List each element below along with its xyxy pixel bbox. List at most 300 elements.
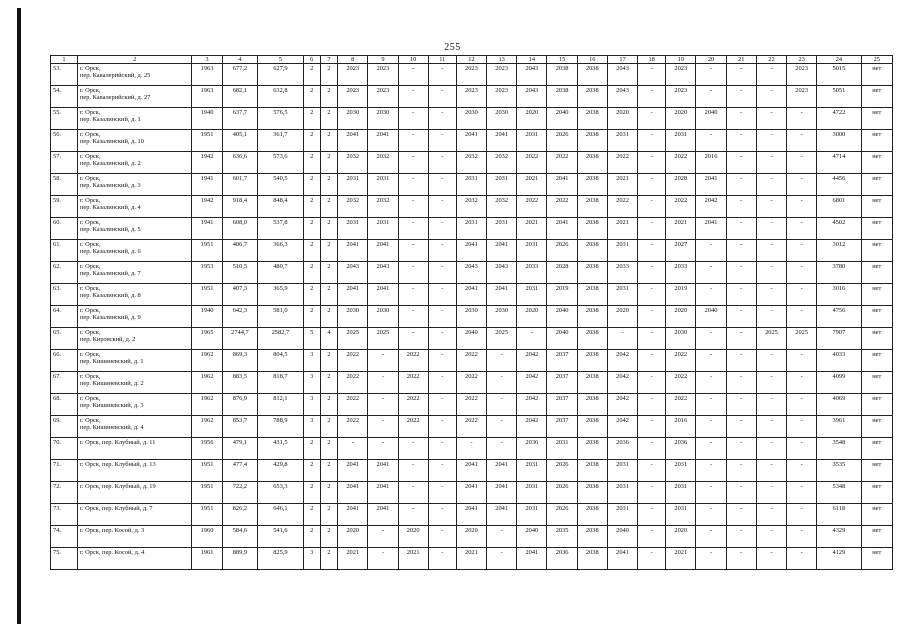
table-cell: 2031 — [456, 218, 486, 240]
table-cell: - — [638, 240, 666, 262]
table-cell: 2041 — [338, 284, 368, 306]
table-cell: 608,0 — [222, 218, 258, 240]
table-cell: - — [398, 504, 428, 526]
table-cell: 2031 — [547, 438, 577, 460]
table-cell: 2031 — [338, 174, 368, 196]
table-cell: 2020 — [517, 108, 547, 130]
address-cell: г. Орск, пер. Казалинский, д. 7 — [77, 262, 191, 284]
table-cell: 2038 — [577, 64, 607, 86]
table-cell: - — [487, 372, 517, 394]
table-cell: - — [787, 350, 817, 372]
table-cell: 2020 — [607, 108, 637, 130]
table-cell: 826,2 — [222, 504, 258, 526]
table-cell: 636,6 — [222, 152, 258, 174]
table-cell: 2 — [303, 174, 320, 196]
table-cell: 405,1 — [222, 130, 258, 152]
table-cell: 1951 — [192, 240, 222, 262]
table-cell: 637,7 — [222, 108, 258, 130]
table-cell: - — [756, 372, 786, 394]
table-cell: 2022 — [666, 152, 696, 174]
table-cell: 2032 — [487, 152, 517, 174]
table-cell: - — [756, 438, 786, 460]
table-cell: 2 — [303, 504, 320, 526]
table-cell: 2038 — [577, 262, 607, 284]
table-cell: нет — [861, 152, 892, 174]
table-cell: 2038 — [577, 130, 607, 152]
table-cell: - — [428, 306, 456, 328]
address-cell: г. Орск, пер. Казалинский, д. 3 — [77, 174, 191, 196]
table-cell: 2 — [303, 64, 320, 86]
table-cell: - — [756, 86, 786, 108]
table-cell: 2043 — [368, 262, 398, 284]
table-cell: 2022 — [338, 350, 368, 372]
table-cell: - — [696, 372, 726, 394]
table-cell: 2022 — [607, 196, 637, 218]
table-cell: - — [428, 218, 456, 240]
table-cell: - — [787, 108, 817, 130]
table-cell: 2042 — [517, 350, 547, 372]
table-cell: - — [696, 504, 726, 526]
column-number: 21 — [726, 56, 756, 64]
table-cell: 2031 — [517, 130, 547, 152]
table-cell: 2026 — [547, 240, 577, 262]
table-cell: 2020 — [666, 108, 696, 130]
table-cell: 584,6 — [222, 526, 258, 548]
table-cell: 2031 — [607, 284, 637, 306]
table-cell: 361,7 — [258, 130, 303, 152]
table-cell: нет — [861, 372, 892, 394]
table-cell: - — [428, 548, 456, 570]
table-cell: 2023 — [456, 86, 486, 108]
table-cell: 2 — [303, 262, 320, 284]
table-cell: 1941 — [192, 218, 222, 240]
table-cell: 2030 — [456, 108, 486, 130]
column-number: 13 — [487, 56, 517, 64]
table-cell: 2 — [320, 174, 337, 196]
column-number: 2 — [77, 56, 191, 64]
table-cell: - — [428, 174, 456, 196]
table-cell: 2 — [320, 196, 337, 218]
table-cell: 2022 — [547, 152, 577, 174]
table-cell: - — [398, 130, 428, 152]
table-cell: 2025 — [787, 328, 817, 350]
table-cell: 601,7 — [222, 174, 258, 196]
table-cell: 2031 — [517, 284, 547, 306]
table-cell: 2582,7 — [258, 328, 303, 350]
table-cell: 2031 — [607, 130, 637, 152]
table-cell: 3535 — [817, 460, 861, 482]
table-cell: 2038 — [577, 284, 607, 306]
row-number-cell: 74. — [51, 526, 78, 548]
table-cell: - — [787, 504, 817, 526]
table-cell: 5015 — [817, 64, 861, 86]
table-cell: - — [428, 64, 456, 86]
table-cell: нет — [861, 64, 892, 86]
table-cell: - — [638, 218, 666, 240]
table-cell: 2 — [320, 504, 337, 526]
table-cell: 2020 — [666, 526, 696, 548]
table-cell: 2031 — [517, 460, 547, 482]
address-cell: г. Орск, пер. Казалинский, д. 6 — [77, 240, 191, 262]
table-cell: 2 — [303, 482, 320, 504]
table-cell: 2038 — [577, 174, 607, 196]
table-cell: - — [726, 460, 756, 482]
table-cell: 2030 — [338, 108, 368, 130]
table-cell: 2033 — [517, 262, 547, 284]
table-cell: 5 — [303, 328, 320, 350]
column-number: 23 — [787, 56, 817, 64]
table-cell: 2032 — [368, 152, 398, 174]
table-cell: - — [756, 284, 786, 306]
address-cell: г. Орск, пер. Казалинский, д. 9 — [77, 306, 191, 328]
column-number: 1 — [51, 56, 78, 64]
table-cell: - — [787, 438, 817, 460]
table-cell: - — [787, 306, 817, 328]
page-number: 255 — [444, 42, 461, 53]
table-cell: - — [487, 394, 517, 416]
table-cell: 3 — [303, 372, 320, 394]
table-cell: 2 — [320, 284, 337, 306]
column-number: 17 — [607, 56, 637, 64]
table-cell: - — [726, 394, 756, 416]
table-cell: 642,3 — [222, 306, 258, 328]
table-cell: 2043 — [456, 262, 486, 284]
table-cell: 653,3 — [258, 482, 303, 504]
table-cell: - — [368, 438, 398, 460]
table-cell: 2032 — [456, 196, 486, 218]
column-number: 8 — [338, 56, 368, 64]
row-number-cell: 73. — [51, 504, 78, 526]
address-cell: г. Орск, пер. Косой, д. 4 — [77, 548, 191, 570]
table-cell: 2031 — [338, 218, 368, 240]
table-cell: 2041 — [547, 174, 577, 196]
table-cell: - — [787, 526, 817, 548]
table-cell: 2037 — [547, 416, 577, 438]
table-cell: - — [638, 86, 666, 108]
table-cell: 2042 — [607, 416, 637, 438]
table-cell: 1963 — [192, 86, 222, 108]
table-cell: - — [756, 482, 786, 504]
table-cell: 2021 — [338, 548, 368, 570]
table-cell: 2031 — [368, 174, 398, 196]
table-cell: 4502 — [817, 218, 861, 240]
column-number: 10 — [398, 56, 428, 64]
table-cell: 2041 — [338, 504, 368, 526]
table-cell: 788,9 — [258, 416, 303, 438]
table-cell: 2 — [303, 152, 320, 174]
table-cell: нет — [861, 262, 892, 284]
table-cell: 510,5 — [222, 262, 258, 284]
table-cell: - — [428, 284, 456, 306]
table-cell: 2021 — [607, 218, 637, 240]
table-cell: - — [428, 152, 456, 174]
table-cell: - — [696, 240, 726, 262]
table-cell: 2022 — [456, 350, 486, 372]
table-cell: - — [638, 350, 666, 372]
table-cell: - — [368, 548, 398, 570]
table-cell: 2041 — [456, 504, 486, 526]
table-cell: - — [696, 130, 726, 152]
table-row — [51, 504, 893, 526]
table-cell: 2041 — [487, 504, 517, 526]
table-cell: - — [428, 482, 456, 504]
table-cell: 2 — [303, 460, 320, 482]
table-cell: 2043 — [607, 86, 637, 108]
table-cell: 2036 — [607, 438, 637, 460]
table-cell: 2022 — [547, 196, 577, 218]
table-cell: 2 — [320, 394, 337, 416]
table-cell: 2041 — [368, 130, 398, 152]
table-cell: - — [398, 240, 428, 262]
table-cell: - — [726, 240, 756, 262]
row-number-cell: 59. — [51, 196, 78, 218]
table-cell: 812,1 — [258, 394, 303, 416]
table-cell: 2038 — [577, 416, 607, 438]
housing-table — [50, 55, 893, 570]
table-cell: - — [696, 416, 726, 438]
table-cell: - — [487, 416, 517, 438]
table-cell: 1962 — [192, 350, 222, 372]
row-number-cell: 71. — [51, 460, 78, 482]
address-cell: г. Орск, пер. Кировский, д. 2 — [77, 328, 191, 350]
column-number: 11 — [428, 56, 456, 64]
table-cell: - — [428, 504, 456, 526]
table-cell: - — [428, 526, 456, 548]
table-cell: 2031 — [517, 504, 547, 526]
table-cell: 2744,7 — [222, 328, 258, 350]
table-cell: 2043 — [517, 86, 547, 108]
table-cell: 3 — [303, 394, 320, 416]
table-cell: 2030 — [368, 306, 398, 328]
table-cell: - — [638, 548, 666, 570]
table-row — [51, 372, 893, 394]
table-cell: нет — [861, 504, 892, 526]
table-cell: 5348 — [817, 482, 861, 504]
column-number: 12 — [456, 56, 486, 64]
table-cell: 4756 — [817, 306, 861, 328]
table-cell: - — [726, 152, 756, 174]
table-cell: 2032 — [368, 196, 398, 218]
column-number: 7 — [320, 56, 337, 64]
row-number-cell: 67. — [51, 372, 78, 394]
table-cell: 1940 — [192, 306, 222, 328]
table-cell: 2042 — [696, 196, 726, 218]
table-cell: 853,7 — [222, 416, 258, 438]
table-cell: 2021 — [517, 174, 547, 196]
table-cell: 2041 — [696, 174, 726, 196]
row-number-cell: 68. — [51, 394, 78, 416]
table-cell: 6801 — [817, 196, 861, 218]
table-cell: - — [517, 328, 547, 350]
table-cell: 2 — [320, 548, 337, 570]
table-cell: 2032 — [338, 196, 368, 218]
table-cell: 2040 — [456, 328, 486, 350]
row-number-cell: 66. — [51, 350, 78, 372]
table-cell: 2022 — [398, 416, 428, 438]
table-cell: 2022 — [398, 350, 428, 372]
table-cell: - — [726, 526, 756, 548]
table-cell: 4129 — [817, 548, 861, 570]
table-cell: - — [398, 262, 428, 284]
table-cell: - — [368, 526, 398, 548]
table-row — [51, 482, 893, 504]
column-number: 6 — [303, 56, 320, 64]
table-cell: - — [428, 328, 456, 350]
table-cell: - — [726, 482, 756, 504]
table-cell: - — [638, 64, 666, 86]
table-cell: 2025 — [338, 328, 368, 350]
table-cell: 2031 — [666, 504, 696, 526]
table-cell: 2023 — [487, 64, 517, 86]
table-cell: 722,2 — [222, 482, 258, 504]
table-cell: 1953 — [192, 262, 222, 284]
table-row — [51, 526, 893, 548]
table-cell: - — [428, 262, 456, 284]
table-cell: - — [787, 460, 817, 482]
address-cell: г. Орск, пер. Кишиневский, д. 4 — [77, 416, 191, 438]
table-cell: - — [428, 196, 456, 218]
table-cell: 2031 — [666, 460, 696, 482]
table-cell: - — [696, 350, 726, 372]
table-cell: - — [398, 438, 428, 460]
table-cell: 2042 — [607, 394, 637, 416]
table-cell: - — [398, 218, 428, 240]
table-cell: 3780 — [817, 262, 861, 284]
table-cell: - — [787, 174, 817, 196]
table-cell: - — [368, 372, 398, 394]
row-number-cell: 54. — [51, 86, 78, 108]
table-cell: 2022 — [517, 152, 547, 174]
table-cell: - — [638, 526, 666, 548]
row-number-cell: 55. — [51, 108, 78, 130]
address-cell: г. Орск, пер. Казалинский, д. 1 — [77, 108, 191, 130]
table-cell: 2036 — [517, 438, 547, 460]
column-number: 24 — [817, 56, 861, 64]
address-cell: г. Орск, пер. Кишиневский, д. 2 — [77, 372, 191, 394]
table-cell: нет — [861, 240, 892, 262]
column-number: 14 — [517, 56, 547, 64]
table-cell: 2023 — [456, 64, 486, 86]
address-cell: г. Орск, пер. Казалинский, д. 8 — [77, 284, 191, 306]
table-cell: - — [726, 262, 756, 284]
table-row — [51, 174, 893, 196]
table-cell: 4456 — [817, 174, 861, 196]
table-cell: 682,1 — [222, 86, 258, 108]
table-cell: 2038 — [577, 328, 607, 350]
table-cell: - — [726, 372, 756, 394]
table-cell: 1956 — [192, 438, 222, 460]
table-cell: - — [428, 460, 456, 482]
table-cell: - — [696, 284, 726, 306]
table-cell: - — [787, 548, 817, 570]
table-cell: - — [428, 394, 456, 416]
table-cell: - — [638, 394, 666, 416]
table-cell: - — [398, 108, 428, 130]
table-cell: - — [638, 174, 666, 196]
table-cell: - — [398, 306, 428, 328]
table-cell: - — [787, 416, 817, 438]
table-cell: 2031 — [607, 240, 637, 262]
table-cell: 2038 — [577, 438, 607, 460]
table-cell: 2 — [320, 526, 337, 548]
table-cell: - — [696, 86, 726, 108]
table-cell: - — [787, 218, 817, 240]
table-cell: - — [638, 438, 666, 460]
row-number-cell: 56. — [51, 130, 78, 152]
table-cell: 2 — [303, 284, 320, 306]
table-cell: - — [368, 416, 398, 438]
table-cell: 2023 — [487, 86, 517, 108]
table-cell: 2021 — [666, 218, 696, 240]
table-cell: 2038 — [577, 240, 607, 262]
table-cell: - — [726, 130, 756, 152]
table-cell: 2038 — [577, 394, 607, 416]
table-cell: 2 — [303, 108, 320, 130]
table-cell: 2030 — [338, 306, 368, 328]
table-cell: 3 — [303, 416, 320, 438]
table-cell: 480,7 — [258, 262, 303, 284]
table-cell: нет — [861, 86, 892, 108]
table-cell: 2031 — [487, 174, 517, 196]
table-cell: 2023 — [787, 64, 817, 86]
table-cell: 2019 — [666, 284, 696, 306]
table-cell: 2038 — [577, 460, 607, 482]
row-number-cell: 75. — [51, 548, 78, 570]
table-cell: нет — [861, 130, 892, 152]
table-cell: 1942 — [192, 196, 222, 218]
table-cell: - — [487, 438, 517, 460]
table-cell: 2 — [320, 262, 337, 284]
table-cell: - — [756, 526, 786, 548]
table-cell: 2038 — [577, 350, 607, 372]
table-cell: 2030 — [487, 306, 517, 328]
table-cell: 2038 — [577, 306, 607, 328]
table-cell: 2 — [303, 130, 320, 152]
table-cell: - — [456, 438, 486, 460]
row-number-cell: 70. — [51, 438, 78, 460]
table-cell: 2030 — [456, 306, 486, 328]
table-cell: - — [398, 86, 428, 108]
table-cell: 2040 — [607, 526, 637, 548]
table-cell: 2022 — [666, 394, 696, 416]
table-cell: 1940 — [192, 108, 222, 130]
address-cell: г. Орск, пер. Кавалерийский, д. 25 — [77, 64, 191, 86]
table-cell: 1962 — [192, 416, 222, 438]
row-number-cell: 62. — [51, 262, 78, 284]
table-cell: 2037 — [547, 394, 577, 416]
table-cell: 2 — [320, 350, 337, 372]
table-cell: - — [428, 86, 456, 108]
table-cell: - — [787, 262, 817, 284]
table-cell: нет — [861, 394, 892, 416]
table-cell: 2041 — [368, 482, 398, 504]
table-cell: 477,4 — [222, 460, 258, 482]
table-cell: 429,8 — [258, 460, 303, 482]
table-cell: 2 — [320, 152, 337, 174]
table-cell: 2020 — [456, 526, 486, 548]
table-cell: 2041 — [456, 130, 486, 152]
table-cell: - — [398, 152, 428, 174]
table-cell: 2038 — [577, 482, 607, 504]
table-row — [51, 152, 893, 174]
table-cell: 2 — [303, 526, 320, 548]
column-number: 9 — [368, 56, 398, 64]
table-cell: нет — [861, 328, 892, 350]
table-cell: - — [726, 548, 756, 570]
table-cell: 2022 — [607, 152, 637, 174]
table-cell: 2021 — [666, 548, 696, 570]
table-cell: 1951 — [192, 482, 222, 504]
